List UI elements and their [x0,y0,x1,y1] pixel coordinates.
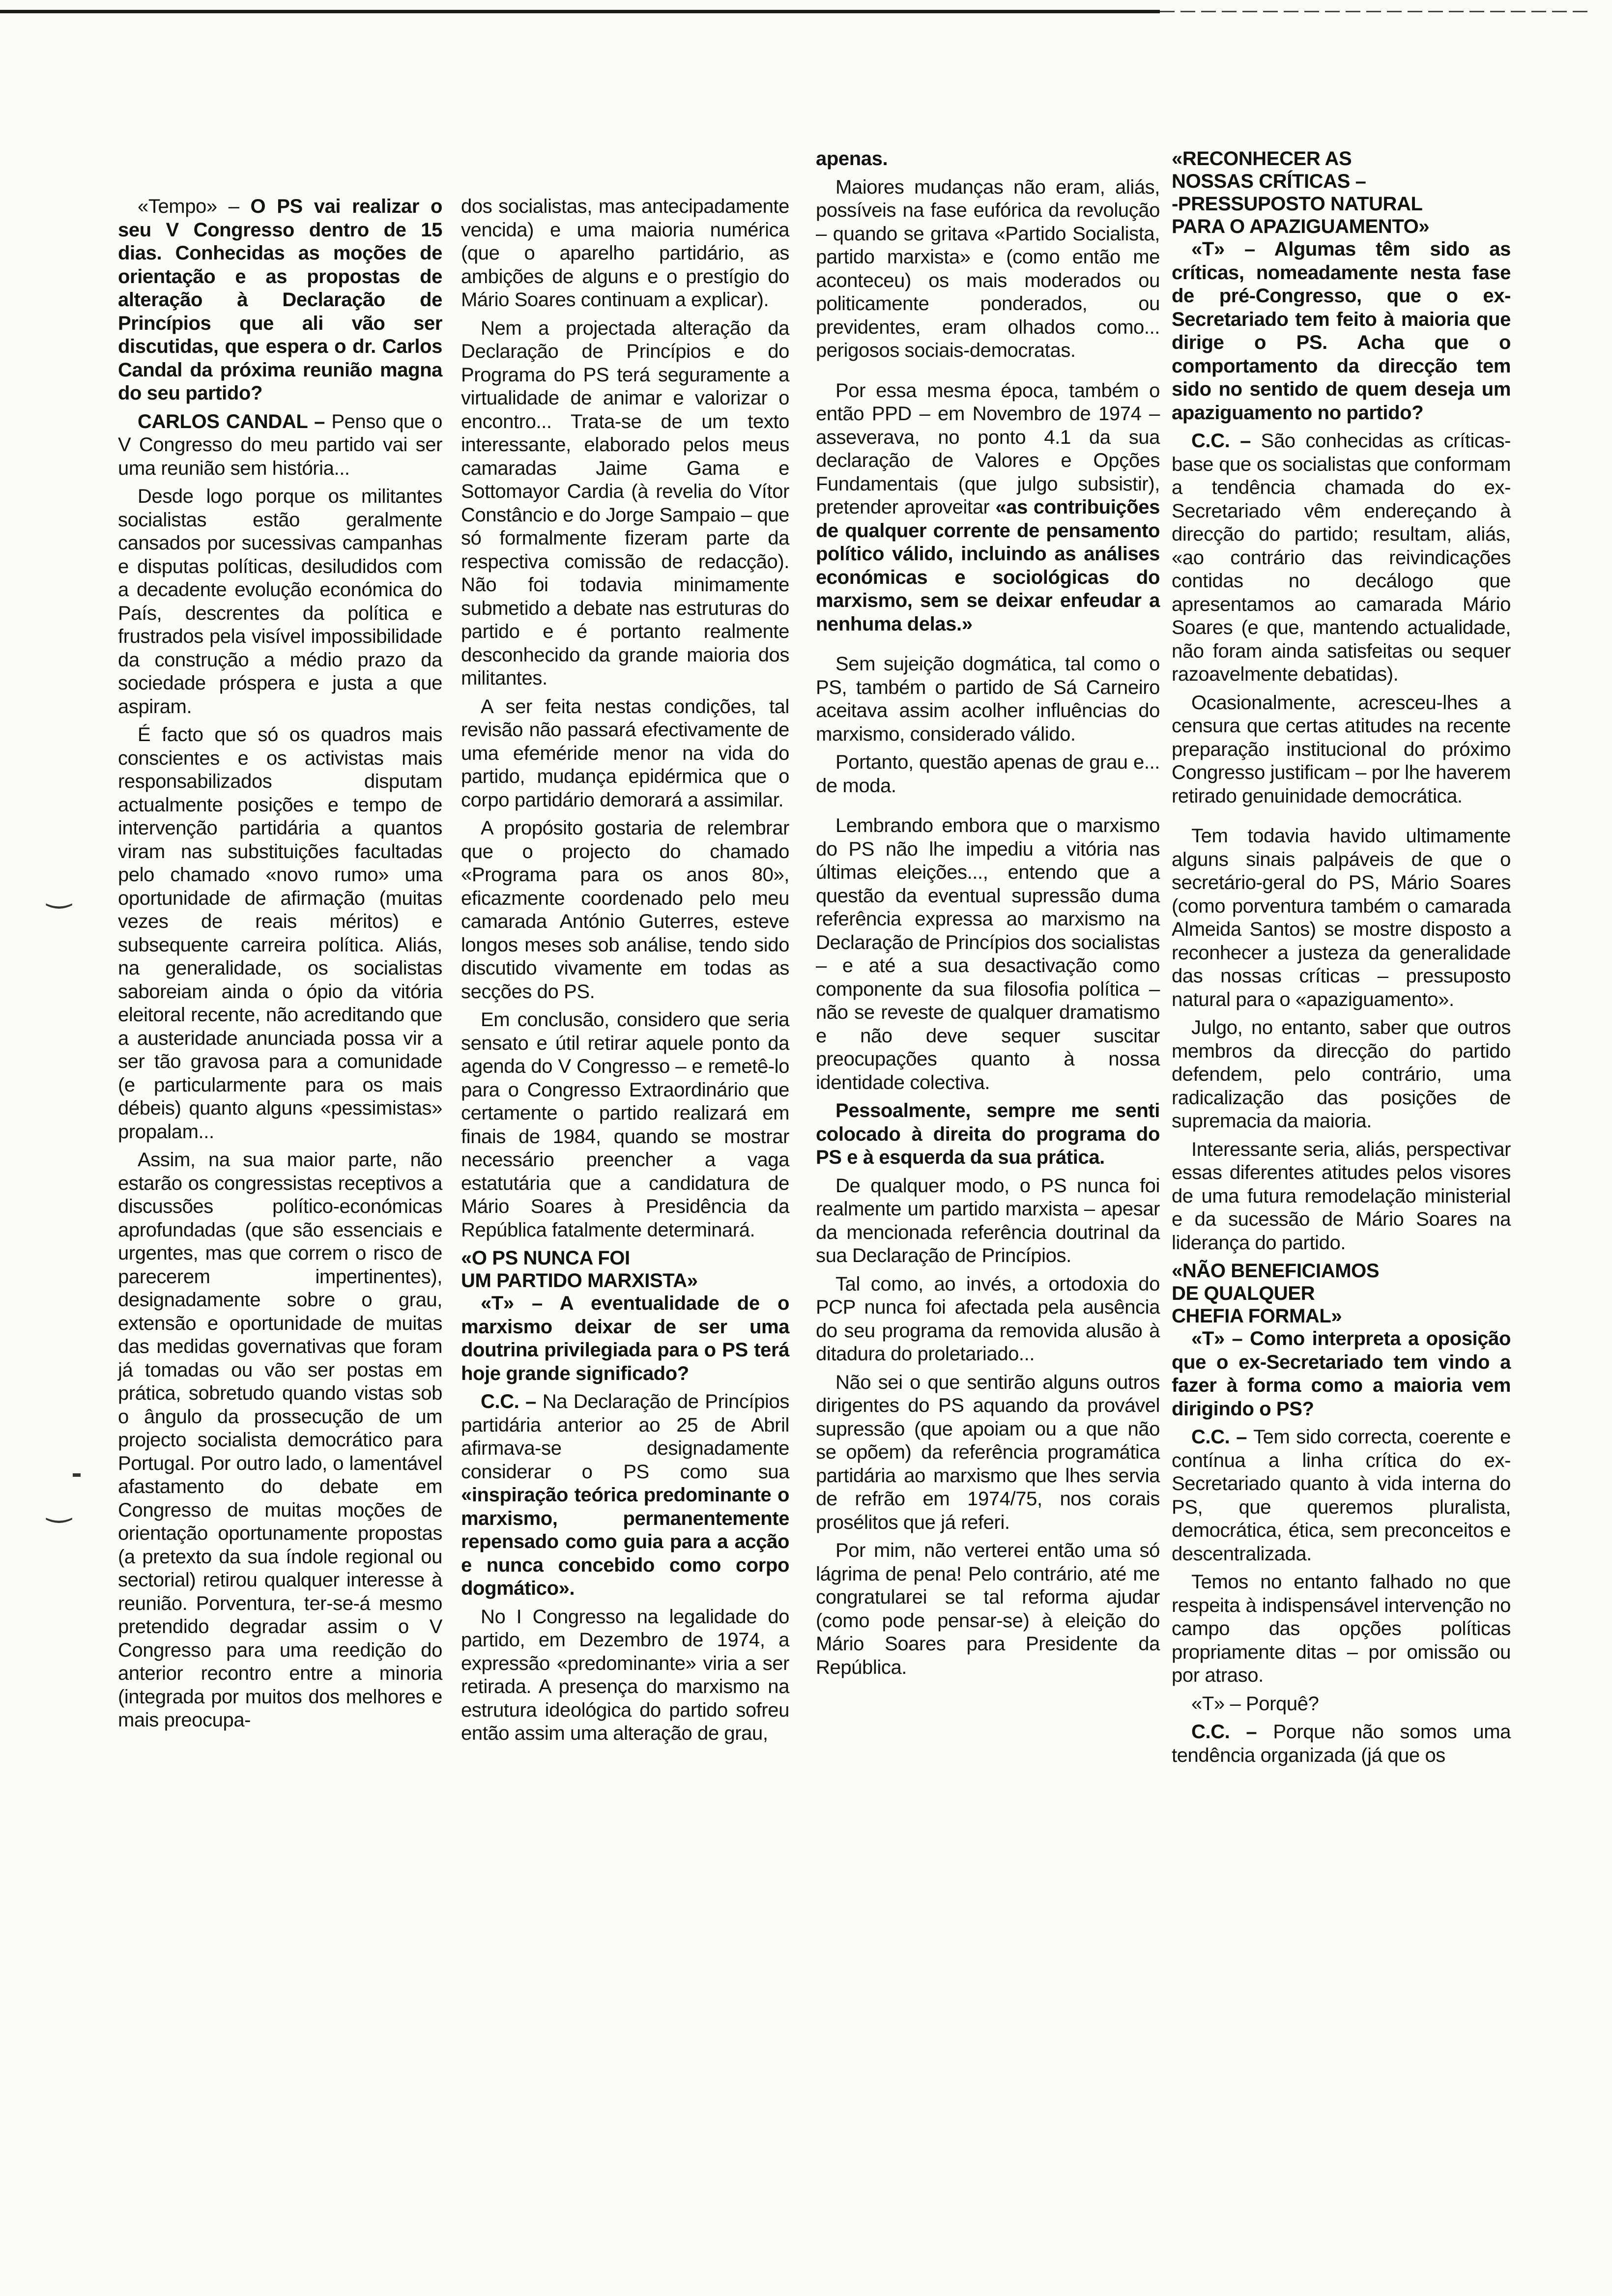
paragraph: Pessoalmente, sempre me senti colocado à direita do programa do PS e à esquerda da sua prática. [816,1100,1160,1168]
heading-line: PARA O APAZIGUAMENTO» [1172,216,1430,237]
paragraph: dos socialistas, mas antecipadamente vencida) e uma maioria numérica (que o aparelho partidário, as ambições de alguns e o prestígio do Mário Soares continuam a explicar). [461,196,789,311]
question-text: Porquê? [1246,1693,1319,1715]
answer-text: Tem sido correcta, coerente e contínua a linha crítica do ex-Secretariado quanto à vida interna do PS, que queremos pluralista, democrática, ética, sem preconceitos e descentralizada. [1172,1426,1511,1565]
paragraph: Por mim, não verterei então uma só lágrima de pena! Pelo contrário, até me congratularei se tal reforma ajudar (como pode pensar-se) à eleição do Mário Soares para Presidente da República. [816,1540,1160,1678]
paragraph: Lembrando embora que o marxismo do PS não lhe impediu a vitória nas últimas eleições..., entendo que a questão da eventual supressão duma referência expressa ao marxismo na Declaração de Princípios dos socialistas – e até a sua desactivação como componente da sua filosofia política – não se reveste de qualquer dramatismo e não deve sequer suscitar preocupações quanto à nossa identidade colectiva. [816,815,1160,1093]
paragraph: Não sei o que sentirão alguns outros dirigentes do PS aquando da provável supressão (que apoiam ou a que não se opõem) da referência programática partidária ao marxismo que lhes servia de refrão em 1974/75, nos corais prosélitos que já referi. [816,1371,1160,1533]
paragraph: Nem a projectada alteração da Declaração de Princípios e do Programa do PS terá seguramente a virtualidade de animar e valorizar o encontro... Trata-se de um texto interessante, elaborado pelos meus camaradas Jaime Gama e Sottomayor Cardia (à revelia do Vítor Constâncio e do Jorge Sampaio – que só formalmente fizeram parte da respectiva comissão de redacção). Não foi todavia minimamente submetido a debate nas estruturas do partido e é portanto realmente desconhecido da grande maioria dos militantes. [461,317,789,689]
heading-line: UM PARTIDO MARXISTA» [461,1270,698,1292]
section-heading-3 [1172,1260,1511,1327]
paragraph: No I Congresso na legalidade do partido, em Dezembro de 1974, a expressão «predominante» viria a ser retirada. A presença do marxismo na estrutura ideológica do partido sofreu então assim uma alteração de grau, [461,1606,789,1744]
paragraph: Temos no entanto falhado no que respeita à indispensável intervenção no campo das opções políticas propriamente ditas – por omissão ou por atraso. [1172,1571,1511,1686]
answer-2 [461,1390,789,1601]
question-label: «T» – [1191,1328,1250,1349]
answer-3 [1172,430,1511,687]
section-heading-1 [461,1247,789,1292]
question-3 [1172,238,1511,425]
article-column-3 [816,147,1160,1684]
answer-label: C.C. – [481,1391,543,1412]
question-text: O PS vai realizar o seu V Congresso dentro de 15 dias. Conhecidas as moções de orientação e as propostas de alteração à Declaração de Princípios que ali vão ser discutidas, que espera o dr. Carlos Candal da próxima reunião magna do seu partido? [118,196,442,404]
answer-5 [1172,1721,1511,1767]
section-heading-2 [1172,147,1511,238]
paragraph: Ocasionalmente, acresceu-lhes a censura que certas atitudes na recente preparação institucional do próximo Congresso justificam – por lhe haverem retirado genuinidade democrática. [1172,691,1511,807]
paragraph: Desde logo porque os militantes socialistas estão geralmente cansados por sucessivas campanhas e disputas políticas, desiludidos com a decadente evolução económica do País, descrentes da política e frustrados pela visível impossibilidade da construção a médio prazo da sociedade próspera e justa a que aspiram. [118,486,442,718]
question-text: Como interpreta a oposição que o ex-Secretariado tem vindo a fazer à forma como a maioria vem dirigindo o PS? [1172,1328,1511,1420]
heading-line: CHEFIA FORMAL» [1172,1305,1342,1327]
top-rule-dashed [1160,11,1592,12]
paragraph: A propósito gostaria de relembrar que o projecto do chamado «Programa para os anos 80», eficazmente coordenado pelo meu camarada António Guterres, esteve longos meses sob análise, tendo sido discutido vivamente em todas as secções do PS. [461,817,789,1003]
answer-text: Penso que o V Congresso do meu partido vai ser uma reunião sem história... [118,410,443,479]
paragraph: Portanto, questão apenas de grau e... de moda. [816,751,1160,797]
paragraph: Assim, na sua maior parte, não estarão os congressistas receptivos a discussões político-económicas aprofundadas (que são essenciais e urgentes, mas que correm o risco de parecerem impertinentes), designadamente sobre o grau, extensão e oportunidade de muitas das medidas governativas que foram já tomadas ou vão ser postas em prática, sobretudo quando vistas sob o ângulo da prossecução de um projecto socialista democrático para Portugal. Por outro lado, o lamentável afastamento do debate em Congresso de muitas moções de orientação oportunamente propostas (a pretexto da sua índole regional ou sectorial) retirou qualquer interesse à reunião. Porventura, ter-se-á mesmo pretendido degradar assim o V Congresso para uma reedição do anterior recontro entre a minoria (integrada por muitos dos melhores e mais preocupa- [118,1149,442,1731]
margin-mark-1: ‿ [47,875,71,909]
question-5 [1172,1693,1511,1716]
answer-text: Na Declaração de Princípios partidária anterior ao 25 de Abril afirmava-se designadamente considerar o PS como sua [461,1391,789,1483]
heading-line: DE QUALQUER [1172,1283,1315,1304]
question-label: «T» – [481,1292,560,1314]
answer-label: C.C. – [1191,430,1261,452]
paragraph-text: Por essa mesma época, também o então PPD – em Novembro de 1974 – asseverava, no ponto 4.1 da sua declaração de Valores e Opções Fundamentais (que julgo subsistir), pretender aproveitar [816,379,1160,518]
question-text: A eventualidade de o marxismo deixar de ser uma doutrina privilegiada para o PS terá hoje grande significado? [461,1292,790,1384]
question-label: «Tempo» – [138,196,251,217]
question-1 [118,195,442,405]
paragraph: Sem sujeição dogmática, tal como o PS, também o partido de Sá Carneiro aceitava assim acolher influências do marxismo, considerado válido. [816,653,1160,745]
question-label: «T» – [1191,238,1274,260]
paragraph: Maiores mudanças não eram, aliás, possíveis na fase eufórica da revolução – quando se gritava «Partido Socialista, partido marxista» e (como então me aconteceu) os mais moderados ou politicamente ponderados, ou previdentes, eram olhados como... perigosos sociais-democratas. [816,176,1160,361]
speaker-name: CARLOS CANDAL – [138,410,332,432]
paragraph: apenas. [816,148,888,170]
answer-text: São conhecidas as críticas-base que os socialistas que conformam a tendência chamada do ex-Secretariado vêm endereçando à direcção do partido; resultam, aliás, «ao contrário das reivindicações contidas no decálogo que apresentamos ao camarada Mário Soares (e que, mantendo actualidade, não foram ainda satisfeitas ou sequer razoavelmente debatidas). [1172,430,1511,685]
article-column-2 [461,195,789,1751]
margin-mark-2: ‿ [47,1489,71,1523]
answer-label: C.C. – [1191,1426,1254,1448]
answer-4 [1172,1426,1511,1566]
paragraph: É facto que só os quadros mais conscientes e os activistas mais responsabilizados disputam actualmente posições e tempo de intervenção partidária a quantos viram nas substituições facultadas pelo chamado «novo rumo» uma oportunidade de afirmação (muitas vezes de reais méritos) e subsequente carreira política. Aliás, na generalidade, os socialistas saboreiam ainda o ópio da vitória eleitoral recente, não acreditando que a austeridade anunciada possa vir a ser tão gravosa para a comunidade (e particularmente para os mais débeis) quanto alguns «pessimistas» propalam... [118,724,442,1143]
paragraph-quote: «as contribuições de qualquer corrente de pensamento político válido, incluindo as análises económicas e sociológicas do marxismo, sem se deixar enfeudar a nenhuma delas.» [816,496,1160,635]
paragraph: Em conclusão, considero que seria sensato e útil retirar aquele ponto da agenda do V Congresso – e remetê-lo para o Congresso Extraordinário que certamente o partido realizará em finais de 1984, quando se mostrar necessário preencher a vaga estatutária que a candidatura de Mário Soares à Presidência da República fatalmente determinará. [461,1009,789,1241]
top-rule [0,10,1160,13]
margin-tick [73,1473,81,1477]
question-2 [461,1292,789,1385]
paragraph: Interessante seria, aliás, perspectivar essas diferentes atitudes pelos visores de uma futura remodelação ministerial e da sucessão de Mário Soares na liderança do partido. [1172,1138,1511,1254]
answer-label: C.C. – [1191,1721,1273,1743]
paragraph: Tal como, ao invés, a ortodoxia do PCP nunca foi afectada pela ausência do seu programa da removida alusão à ditadura do proletariado... [816,1273,1160,1365]
heading-line: NOSSAS CRÍTICAS – [1172,171,1366,192]
heading-line: «O PS NUNCA FOI [461,1247,630,1269]
heading-line: -PRESSUPOSTO NATURAL [1172,193,1423,215]
question-label: «T» – [1191,1693,1246,1715]
paragraph [816,379,1160,636]
heading-line: «RECONHECER AS [1172,148,1352,170]
question-text: Algumas têm sido as críticas, nomeadamente nesta fase de pré-Congresso, que o ex-Secretariado tem feito à maioria que dirige o PS. Acha que o comportamento da direcção tem sido no sentido de quem deseja um apaziguamento no partido? [1172,238,1511,424]
question-4 [1172,1327,1511,1421]
article-column-4 [1172,147,1511,1772]
paragraph: De qualquer modo, o PS nunca foi realmente um partido marxista – apesar da mencionada referência doutrinal da sua Declaração de Princípios. [816,1175,1160,1266]
heading-line: «NÃO BENEFICIAMOS [1172,1260,1380,1282]
paragraph: Tem todavia havido ultimamente alguns sinais palpáveis de que o secretário-geral do PS, Mário Soares (como porventura também o camarada Almeida Santos) se mostre disposto a reconhecer a justeza da generalidade das nossas críticas – pressuposto natural para o «apaziguamento». [1172,825,1511,1010]
paragraph: Julgo, no entanto, saber que outros membros da direcção do partido defendem, pelo contrário, uma radicalização das posições de supremacia da maioria. [1172,1017,1511,1132]
answer-quote: «inspiração teórica predominante o marxismo, permanentemente repensado como guia para a acção e nunca concebido como corpo dogmático». [461,1484,789,1599]
paragraph: A ser feita nestas condições, tal revisão não passará efectivamente de uma efeméride menor na vida do partido, mudança epidérmica que o corpo partidário demorará a assimilar. [461,695,789,811]
article-column-1 [118,195,442,1737]
answer-text: Porque não somos uma tendência organizada (já que os [1172,1721,1511,1766]
answer-1 [118,410,442,481]
